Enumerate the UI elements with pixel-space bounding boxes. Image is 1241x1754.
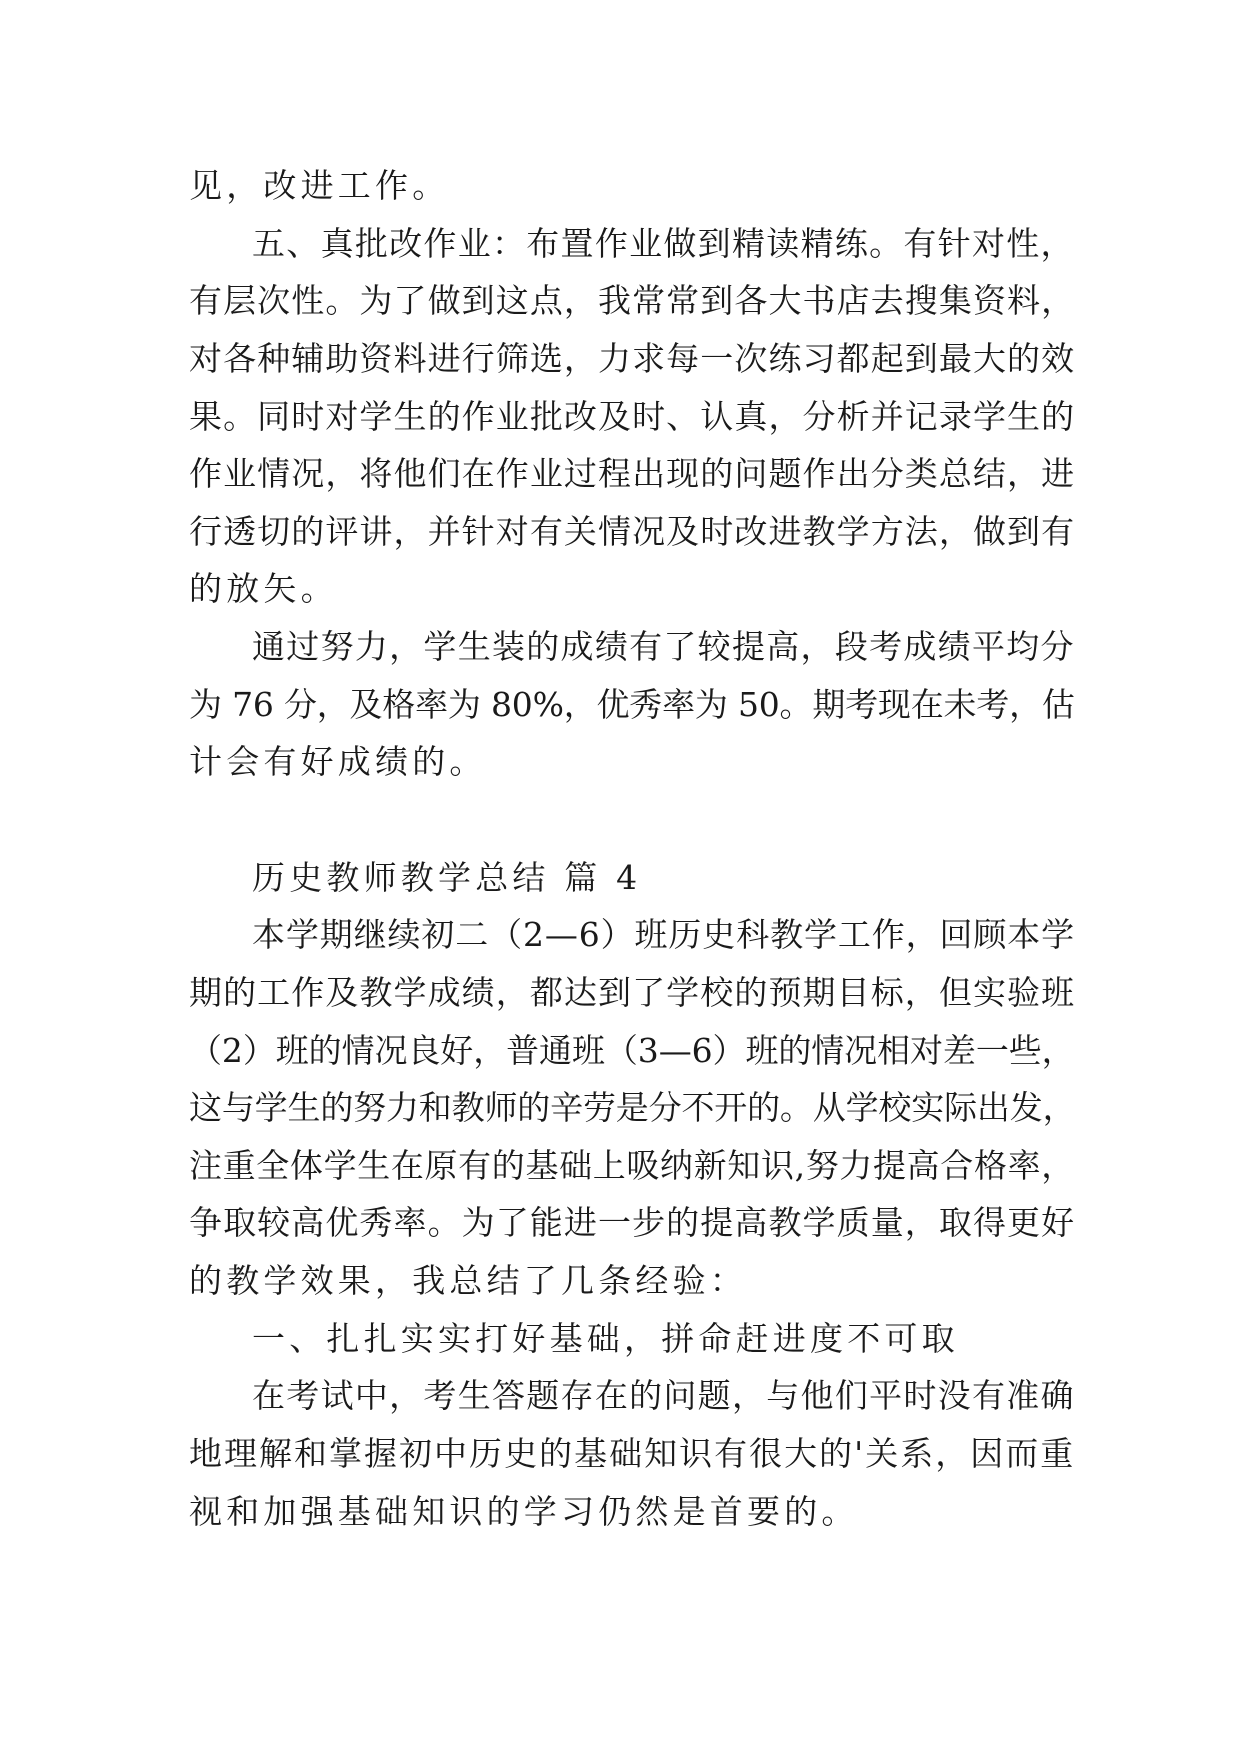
- subsection-heading: 一、扎扎实实打好基础，拼命赶进度不可取: [252, 1319, 959, 1358]
- text-line: 注重全体学生在原有的基础上吸纳新知识,努力提高合格率，: [189, 1146, 1075, 1185]
- text-line: 通过努力，学生装的成绩有了较提高，段考成绩平均分: [252, 627, 1075, 666]
- text-line: （2）班的情况良好，普通班（3—6）班的情况相对差一些，: [189, 1031, 1075, 1070]
- text-line: 见，改进工作。: [189, 166, 450, 205]
- text-line: 在考试中，考生答题存在的问题，与他们平时没有准确: [252, 1376, 1075, 1415]
- text-line: 行透切的评讲，并针对有关情况及时改进教学方法，做到有: [189, 512, 1076, 551]
- text-line: 地理解和掌握初中历史的基础知识有很大的'关系，因而重: [189, 1434, 1076, 1473]
- text-line: 本学期继续初二（2—6）班历史科教学工作，回顾本学: [252, 915, 1075, 954]
- text-line: 的放矢。: [189, 569, 338, 608]
- text-line: 为 76 分，及格率为 80%，优秀率为 50。期考现在未考，估: [189, 685, 1075, 724]
- text-line: 争取较高优秀率。为了能进一步的提高教学质量，取得更好: [189, 1203, 1076, 1242]
- text-line: 有层次性。为了做到这点，我常常到各大书店去搜集资料，: [189, 281, 1076, 320]
- text-line: 这与学生的努力和教师的辛劳是分不开的。从学校实际出发，: [189, 1088, 1076, 1127]
- text-line: 视和加强基础知识的学习仍然是首要的。: [189, 1492, 859, 1531]
- text-line: 果。同时对学生的作业批改及时、认真，分析并记录学生的: [189, 397, 1076, 436]
- text-line: 期的工作及教学成绩，都达到了学校的预期目标，但实验班: [189, 973, 1076, 1012]
- text-line: 作业情况，将他们在作业过程出现的问题作出分类总结，进: [189, 454, 1076, 493]
- text-line: 对各种辅助资料进行筛选，力求每一次练习都起到最大的效: [189, 339, 1076, 378]
- text-line: 五、真批改作业：布置作业做到精读精练。有针对性，: [252, 224, 1075, 263]
- section-heading: 历史教师教学总结 篇 4: [252, 858, 642, 897]
- text-line: 计会有好成绩的。: [189, 742, 487, 781]
- text-line: 的教学效果，我总结了几条经验：: [189, 1261, 747, 1300]
